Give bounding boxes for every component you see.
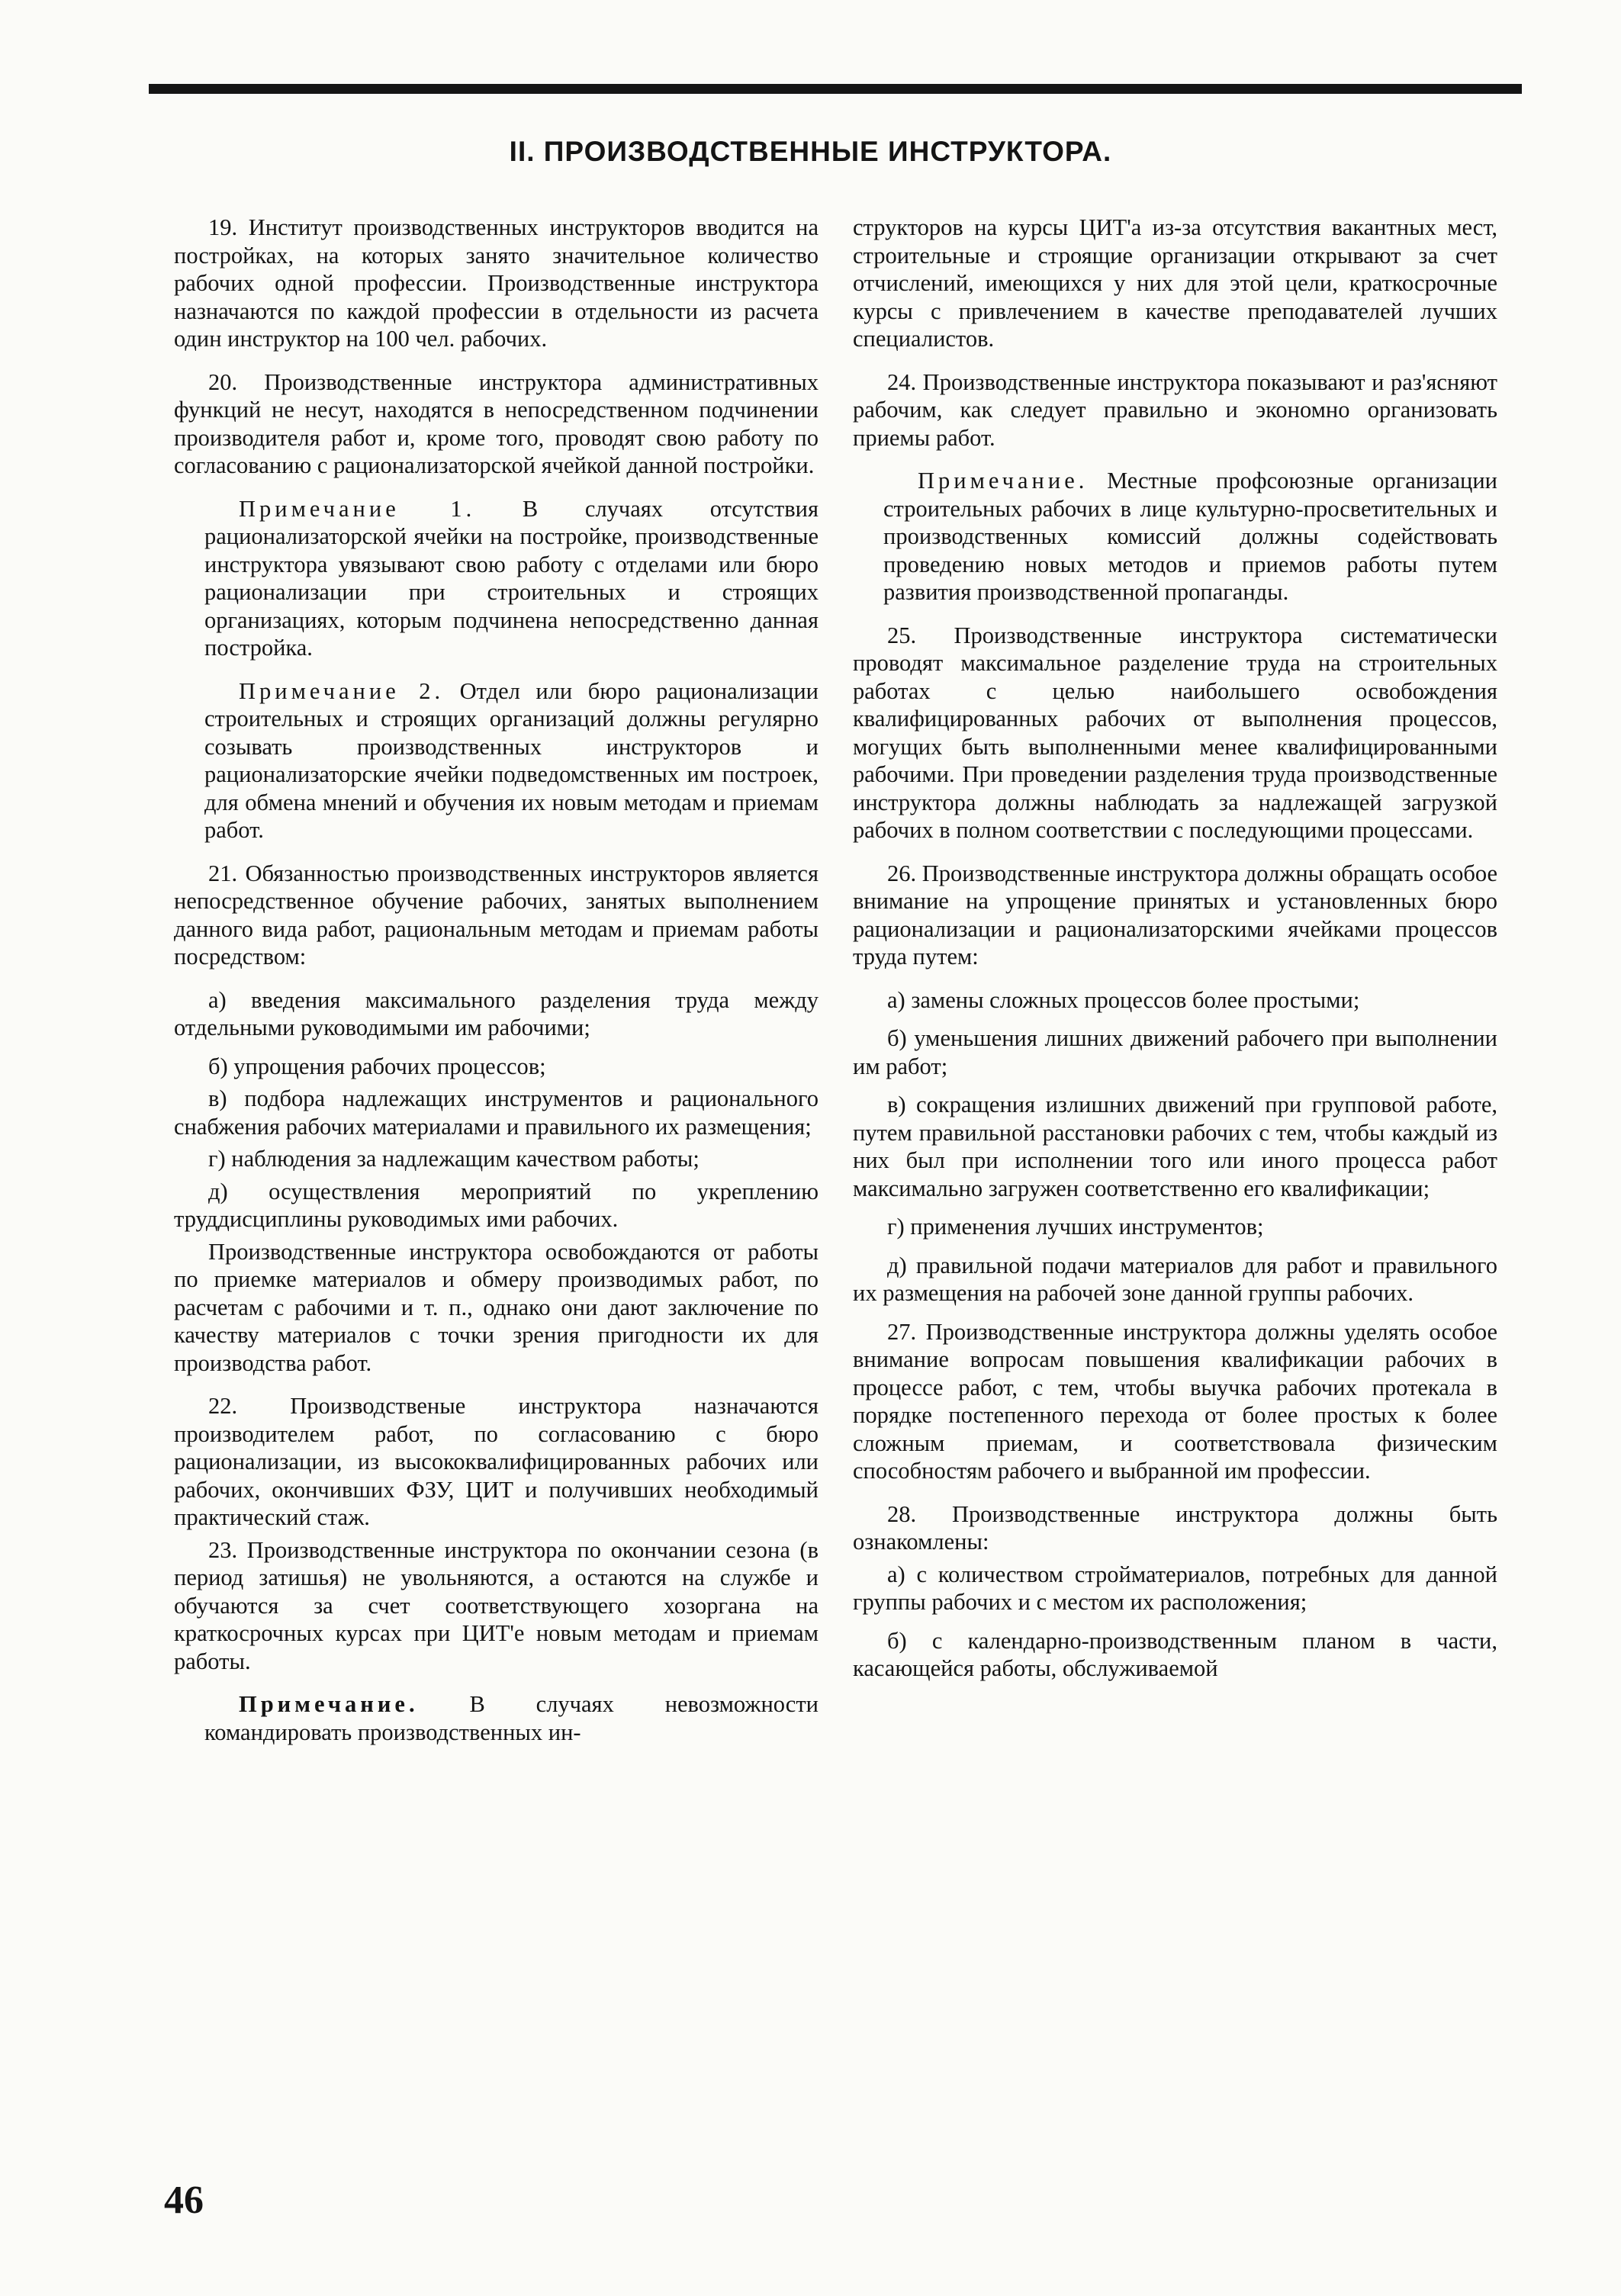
paragraph-21: 21. Обязанностью производственных инструкторов является непосредственное обучение рабочих, занятых выполнением данного вида работ, рациональным методам и приемам работы посредством:	[174, 860, 819, 970]
paragraph-25: 25. Производственные инструктора систематически проводят максимальное разделение труда на строительных работах с целью наибольшего освобождения квалифицированных рабочих от выполнения процессов, могущих быть выполненными менее квалифицированными рабочими. При проведении разделения труда производственные инструктора должны наблюдать за надлежащей загрузкой рабочих в полном соответствии с последующими процессами.	[853, 622, 1497, 843]
paragraph-28-a: а) с количеством стройматериалов, потребных для данной группы рабочих и с местом их расположения;	[853, 1561, 1497, 1615]
paragraph-28-b: б) с календарно-производственным планом в части, касающейся работы, обслуживаемой	[853, 1627, 1497, 1681]
note-3-text: В случаях невозможности командировать производственных ин-	[204, 1691, 819, 1745]
header-rule	[149, 84, 1522, 94]
note-4-label: Примечание.	[918, 468, 1089, 494]
note-1-text: В случаях отсутствия рационализаторской ячейки на постройке, производственные инструктора увязывают свою работу с отделами или бюро рационализации при строительных и строящих организациях, которым подчинена непосредственно данная постройка.	[204, 495, 819, 661]
paragraph-24: 24. Производственные инструктора показывают и раз'ясняют рабочим, как следует правильно и экономно организовать приемы работ.	[853, 368, 1497, 451]
paragraph-20: 20. Производственные инструктора административных функций не несут, находятся в непосредственном подчинении производителя работ и, кроме того, проводят свою работу по согласованию с рационализаторской ячейкой данной постройки.	[174, 368, 819, 478]
paragraph-21-b: б) упрощения рабочих процессов;	[208, 1053, 546, 1079]
paragraph-26-a: а) замены сложных процессов более простыми;	[887, 986, 1360, 1013]
note-3-label: Примечание.	[239, 1691, 419, 1717]
paragraph-21-v: в) подбора надлежащих инструментов и рационального снабжения рабочих материалами и правильного их размещения;	[174, 1085, 819, 1140]
right-column	[853, 214, 1497, 1693]
page-number: 46	[164, 2179, 204, 2222]
paragraph-23: 23. Производственные инструктора по окончании сезона (в период затишья) не увольняются, а остаются на службе и обучаются за счет соответствующего хозоргана на краткосрочных курсах при ЦИТ'е новым методам и приемам работы.	[174, 1536, 819, 1674]
note-1-label: Примечание 1.	[239, 495, 476, 522]
note-2-label: Примечание 2.	[239, 677, 445, 704]
paragraph-27: 27. Производственные инструктора должны уделять особое внимание вопросам повышения квалификации рабочих в процессе работ, с тем, чтобы выучка рабочих протекала в порядке постепенного перехода от более простых к более сложным приемам, и соответствовала физическим способностям рабочего и выбранной им профессии.	[853, 1318, 1497, 1484]
paragraph-26-v: в) сокращения излишних движений при групповой работе, путем правильной расстановки рабочих с тем, чтобы каждый из них был при исполнении того или иного процесса работ максимально загружен соответственно его квалификации;	[853, 1092, 1497, 1201]
paragraph-21-g: г) наблюдения за надлежащим качеством работы;	[208, 1146, 700, 1172]
section-title: II. ПРОИЗВОДСТВЕННЫЕ ИНСТРУКТОРА.	[509, 136, 1112, 167]
paragraph-26: 26. Производственные инструктора должны обращать особое внимание на упрощение принятых и установленных бюро рационализации и рационализаторскими ячейками процессов труда путем:	[853, 860, 1497, 970]
paragraph-28: 28. Производственные инструктора должны быть ознакомлены:	[853, 1500, 1497, 1555]
note-2-text: Отдел или бюро рационализации строительных и строящих организаций должны регулярно созывать производственных инструкторов и рационализаторские ячейки подведомственных им построек, для обмена мнений и обучения их новым методам и приемам работ.	[204, 677, 819, 843]
paragraph-26-b: б) уменьшения лишних движений рабочего при выполнении им работ;	[853, 1025, 1497, 1079]
paragraph-26-g: г) применения лучших инструментов;	[887, 1214, 1264, 1240]
note-3	[204, 1690, 819, 1746]
paragraph-23-note-continuation: структоров на курсы ЦИТ'а из-за отсутствия вакантных мест, строительные и строящие организации открывают за счет отчислений, имеющихся у них для этой цели, краткосрочные курсы с привлечением в качестве преподавателей лучших специалистов.	[853, 214, 1497, 352]
paragraph-21-a: а) введения максимального разделения труда между отдельными руководимыми им рабочими;	[174, 986, 819, 1040]
note-1	[204, 495, 819, 662]
left-column	[174, 214, 819, 1761]
paragraph-21-d: д) осуществления мероприятий по укреплению труддисциплины руководимых ими рабочих.	[174, 1178, 819, 1232]
note-4	[883, 467, 1497, 606]
paragraph-19: 19. Институт производственных инструкторов вводится на постройках, на которых занято значительное количество рабочих одной профессии. Производственные инструктора назначаются по каждой профессии в отдельности из расчета один инструктор на 100 чел. рабочих.	[174, 214, 819, 352]
note-2	[204, 677, 819, 844]
note-4-text: Местные профсоюзные организации строительных рабочих в лице культурно-просветительных и производственных комиссий должны содействовать проведению новых методов и приемов работы путем развития производственной пропаганды.	[883, 468, 1497, 605]
paragraph-26-d: д) правильной подачи материалов для работ и правильного их размещения на рабочей зоне данной группы рабочих.	[853, 1252, 1497, 1306]
paragraph-21-tail: Производственные инструктора освобождаются от работы по приемке материалов и обмеру производимых работ, по расчетам с рабочими и т. п., однако они дают заключение по качеству материалов с точки зрения пригодности их для производства работ.	[174, 1238, 819, 1376]
paragraph-22: 22. Производственые инструктора назначаются производителем работ, по согласованию с бюро рационализации, из высококвалифицированных рабочих или рабочих, окончивших ФЗУ, ЦИТ и получивших необходимый практический стаж.	[174, 1393, 819, 1530]
